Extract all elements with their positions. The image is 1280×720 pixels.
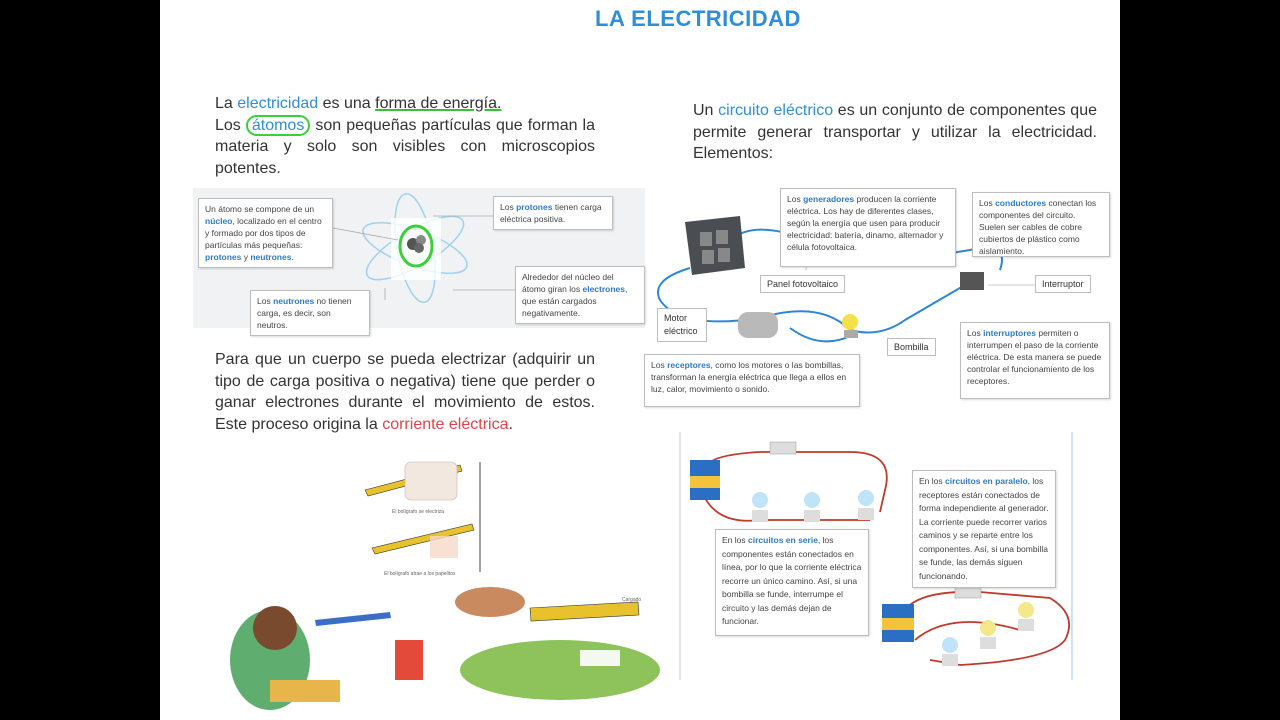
label-motor-electrico: Motor eléctrico [657,308,707,342]
conductores-box: Los conductores conectan los componentes del circuito. Suelen ser cables de cobre cubiertos de plástico como aislamiento. [972,192,1110,257]
atom-box-nucleo: Un átomo se compone de un núcleo, localizado en el centro y formado por dos tipos de partículas más pequeñas: protones y neutrones. [198,198,333,268]
circuit-paragraph: Un circuito eléctrico es un conjunto de componentes que permite generar transportar y utilizar la electricidad. Elementos: [693,102,1097,162]
interruptores-box: Los interruptores permiten o interrumpen el paso de la corriente eléctrica. De esta manera se puede controlar el funcionamiento de los receptores. [960,322,1110,399]
atom-box-electrones: Alrededor del núcleo del átomo giran los electrones, que están cargados negativamente. [515,266,645,324]
term-atomos: átomos [246,115,310,136]
label-interruptor: Interruptor [1035,275,1091,293]
electrize-paragraph: Para que un cuerpo se pueda electrizar (adquirir un tipo de carga positiva o negativa) tiene que perder o ganar electrones durante el movimiento de estos. Este proceso origina la corriente eléctrica. [215,351,595,433]
serie-box: En los circuitos en serie, los componentes están conectados en línea, por lo que la corriente eléctrica recorre un único camino. Así, si una bombilla se funde, interrumpe el circuito y las demás dejan de funcionar. [715,529,869,636]
paralelo-box: En los circuitos en paralelo, los receptores están conectados de forma independiente al generador. La corriente puede recorrer varios caminos y se reparte entre los componentes. Así, si una bombilla se funde, las demás siguen funcionando. [912,470,1056,588]
atom-box-neutrones: Los neutrones no tienen carga, es decir, son neutros. [250,290,370,336]
term-electricidad: electricidad [237,95,319,112]
label-panel-fotovoltaico: Panel fotovoltaico [760,275,845,293]
p1-text-a: La [215,95,238,112]
pen-label-cargado: Cargado [622,597,642,603]
series-parallel-drawing [160,0,1120,720]
generadores-box: Los generadores producen la corriente eléctrica. Los hay de diferentes clases, según la energía que usen para producir electricidad: batería, dinamo, alternador y célula fotovoltaica. [780,188,956,267]
p1-text-c: Los [215,116,246,134]
term-circuito-electrico: circuito eléctrico [718,102,834,119]
receptores-box: Los receptores, como los motores o las bombillas, transforman la energía eléctrica que llega a ellos en luz, calor, movimiento o sonido. [644,354,860,407]
page-title: LA ELECTRICIDAD [595,6,801,31]
pen-caption-1: El bolígrafo se electriza [392,509,444,515]
pen-caption-2: El bolígrafo atrae a los papelitos [384,571,456,577]
term-forma-energia: forma de energía. [375,95,502,112]
atom-box-protones: Los protones tienen carga eléctrica positiva. [493,196,613,230]
slide-page [160,0,1120,720]
term-corriente-electrica: corriente eléctrica [382,415,509,433]
p1-text-b: es una [318,95,376,112]
p1-text-d: son pequeñas partículas que forman la materia y solo son visibles con microscopios potentes. [215,116,595,177]
label-bombilla: Bombilla [887,338,936,356]
